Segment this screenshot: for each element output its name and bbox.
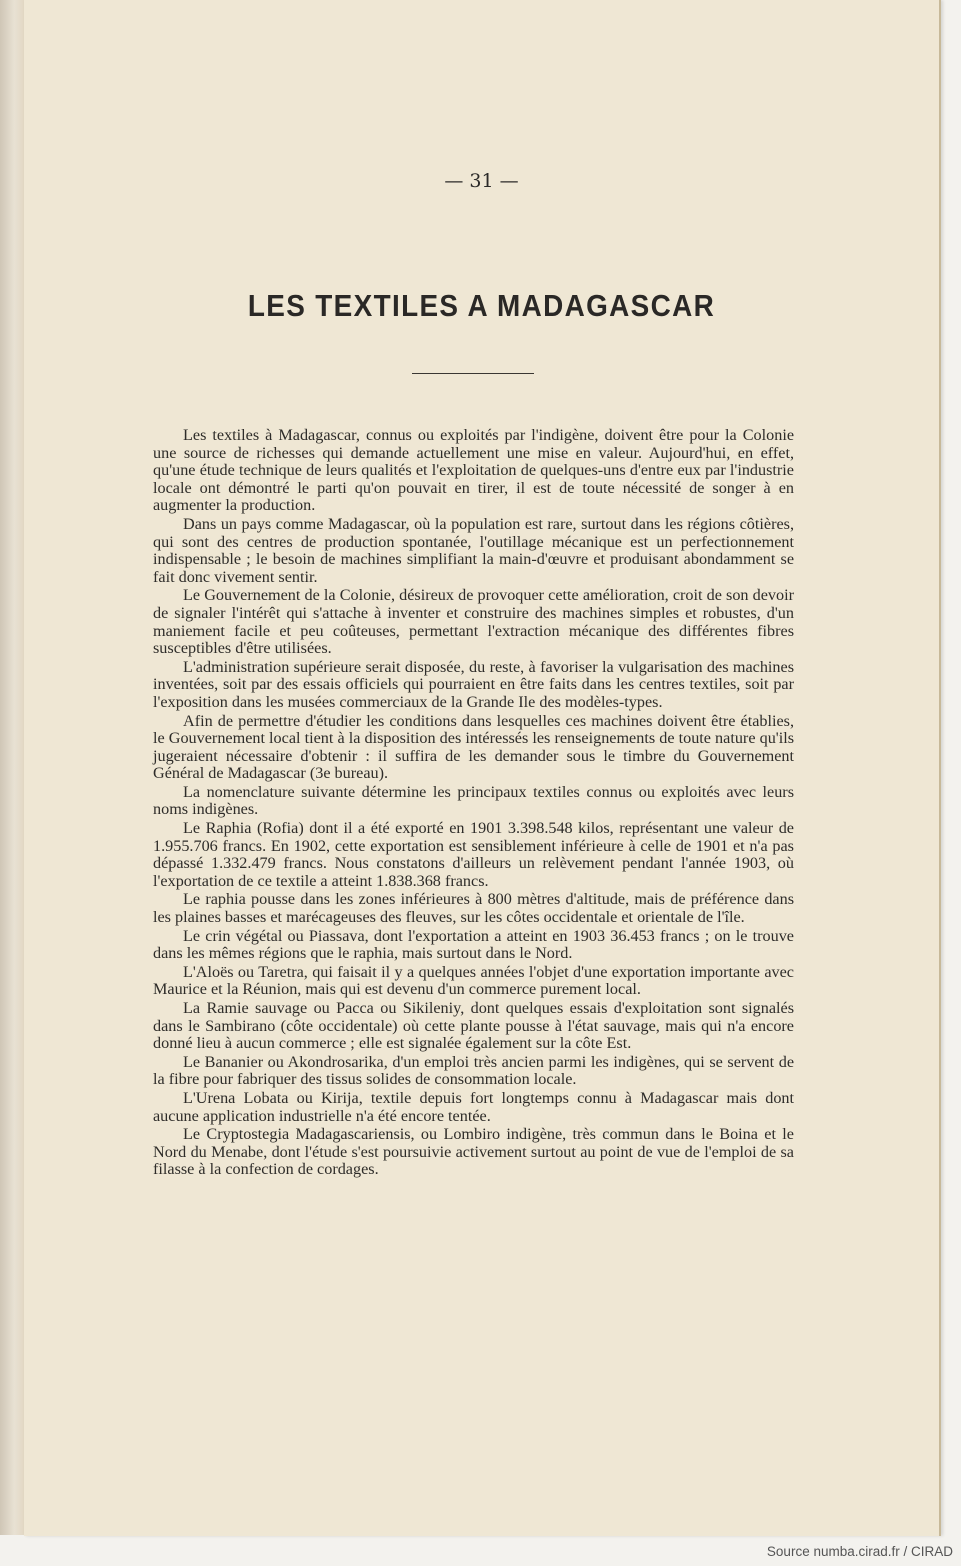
paragraph: La nomenclature suivante détermine les principaux textiles connus ou exploités avec leurs noms indigènes. [153, 782, 794, 819]
document-page [24, 0, 941, 1536]
paragraph: L'Aloës ou Taretra, qui faisait il y a quelques années l'objet d'une exportation importante avec Maurice et la Réunion, mais qui est devenu d'un commerce purement local. [153, 962, 794, 999]
paragraph: Le Bananier ou Akondrosarika, d'un emploi très ancien parmi les indigènes, qui se servent de la fibre pour fabriquer des tissus solides de consommation locale. [153, 1052, 794, 1089]
paragraph: Le Cryptostegia Madagascariensis, ou Lombiro indigène, très commun dans le Boina et le Nord du Menabe, dont l'étude s'est poursuivie activement surtout au point de vue de l'emploi de sa filasse à la confection de cordages. [153, 1125, 794, 1179]
paragraph: Les textiles à Madagascar, connus ou exploités par l'indigène, doivent être pour la Colonie une source de richesses qui demande actuellement une mise en valeur. Aujourd'hui, en effet, qu'une étude technique de leurs qualités et l'exploitation de quelques-uns d'entre eux par l'industrie locale ont démontré le parti qu'on pouvait en tirer, il est de toute nécessité de songer à en augmenter la production. [153, 426, 794, 515]
body-text [153, 427, 794, 1180]
paragraph: Le Raphia (Rofia) dont il a été exporté en 1901 3.398.548 kilos, représentant une valeur de 1.955.706 francs. En 1902, cette exportation est sensiblement inférieure à celle de 1901 et n'a pas dépassé 1.332.479 francs. Nous constatons d'ailleurs un relèvement pendant l'année 1903, où l'exportation de ce textile a atteint 1.838.368 francs. [153, 819, 794, 890]
paragraph: Dans un pays comme Madagascar, où la population est rare, surtout dans les régions côtières, qui sont des centres de production spontanée, l'outillage mécanique est un perfectionnement indispensable ; le besoin de machines simplifiant la main-d'œuvre et produisant abondamment se fait donc vivement sentir. [153, 514, 794, 586]
page-number: — 31 — [444, 170, 519, 192]
paragraph: La Ramie sauvage ou Pacca ou Sikileniy, dont quelques essais d'exploitation sont signalés dans le Sambirano (côte occidentale) où cette plante pousse à l'état sauvage, mais qui n'a encore donné lieu à aucun commerce ; elle est signalée également sur la côte Est. [153, 999, 794, 1053]
paragraph: L'Urena Lobata ou Kirija, textile depuis fort longtemps connu à Madagascar mais dont aucune application industrielle n'a été encore tentée. [153, 1088, 794, 1125]
title-divider [412, 373, 534, 374]
book-spine [0, 0, 27, 1535]
page-title: LES TEXTILES A MADAGASCAR [247, 288, 716, 323]
paragraph: L'administration supérieure serait disposée, du reste, à favoriser la vulgarisation des machines inventées, soit par des essais officiels qui pourraient en être faits dans les centres textiles, soit par l'exposition dans les musées commerciaux de la Grande Ile des modèles-types. [153, 657, 794, 711]
paragraph: Le Gouvernement de la Colonie, désireux de provoquer cette amélioration, croit de son devoir de signaler l'intérêt qui s'attache à inventer et construire des machines simples et robustes, d'un maniement facile et peu coûteuses, permettant l'extraction mécanique des différentes fibres susceptibles d'être utilisées. [153, 586, 794, 658]
paragraph: Le raphia pousse dans les zones inférieures à 800 mètres d'altitude, mais de préférence dans les plaines basses et marécageuses des fleuves, sur les côtes occidentale et orientale de l'île. [153, 890, 794, 927]
paragraph: Afin de permettre d'étudier les conditions dans lesquelles ces machines doivent être établies, le Gouvernement local tient à la disposition des intéressés les renseignements de toute nature qu'ils jugeraient nécessaire d'obtenir : il suffira de les demander sous le timbre du Gouvernement Général de Madagascar (3e bureau). [153, 711, 794, 783]
source-credit: Source numba.cirad.fr / CIRAD [766, 1544, 953, 1559]
paragraph: Le crin végétal ou Piassava, dont l'exportation a atteint en 1903 36.453 francs ; on le trouve dans les mêmes régions que le raphia, mais surtout dans le Nord. [153, 926, 794, 963]
